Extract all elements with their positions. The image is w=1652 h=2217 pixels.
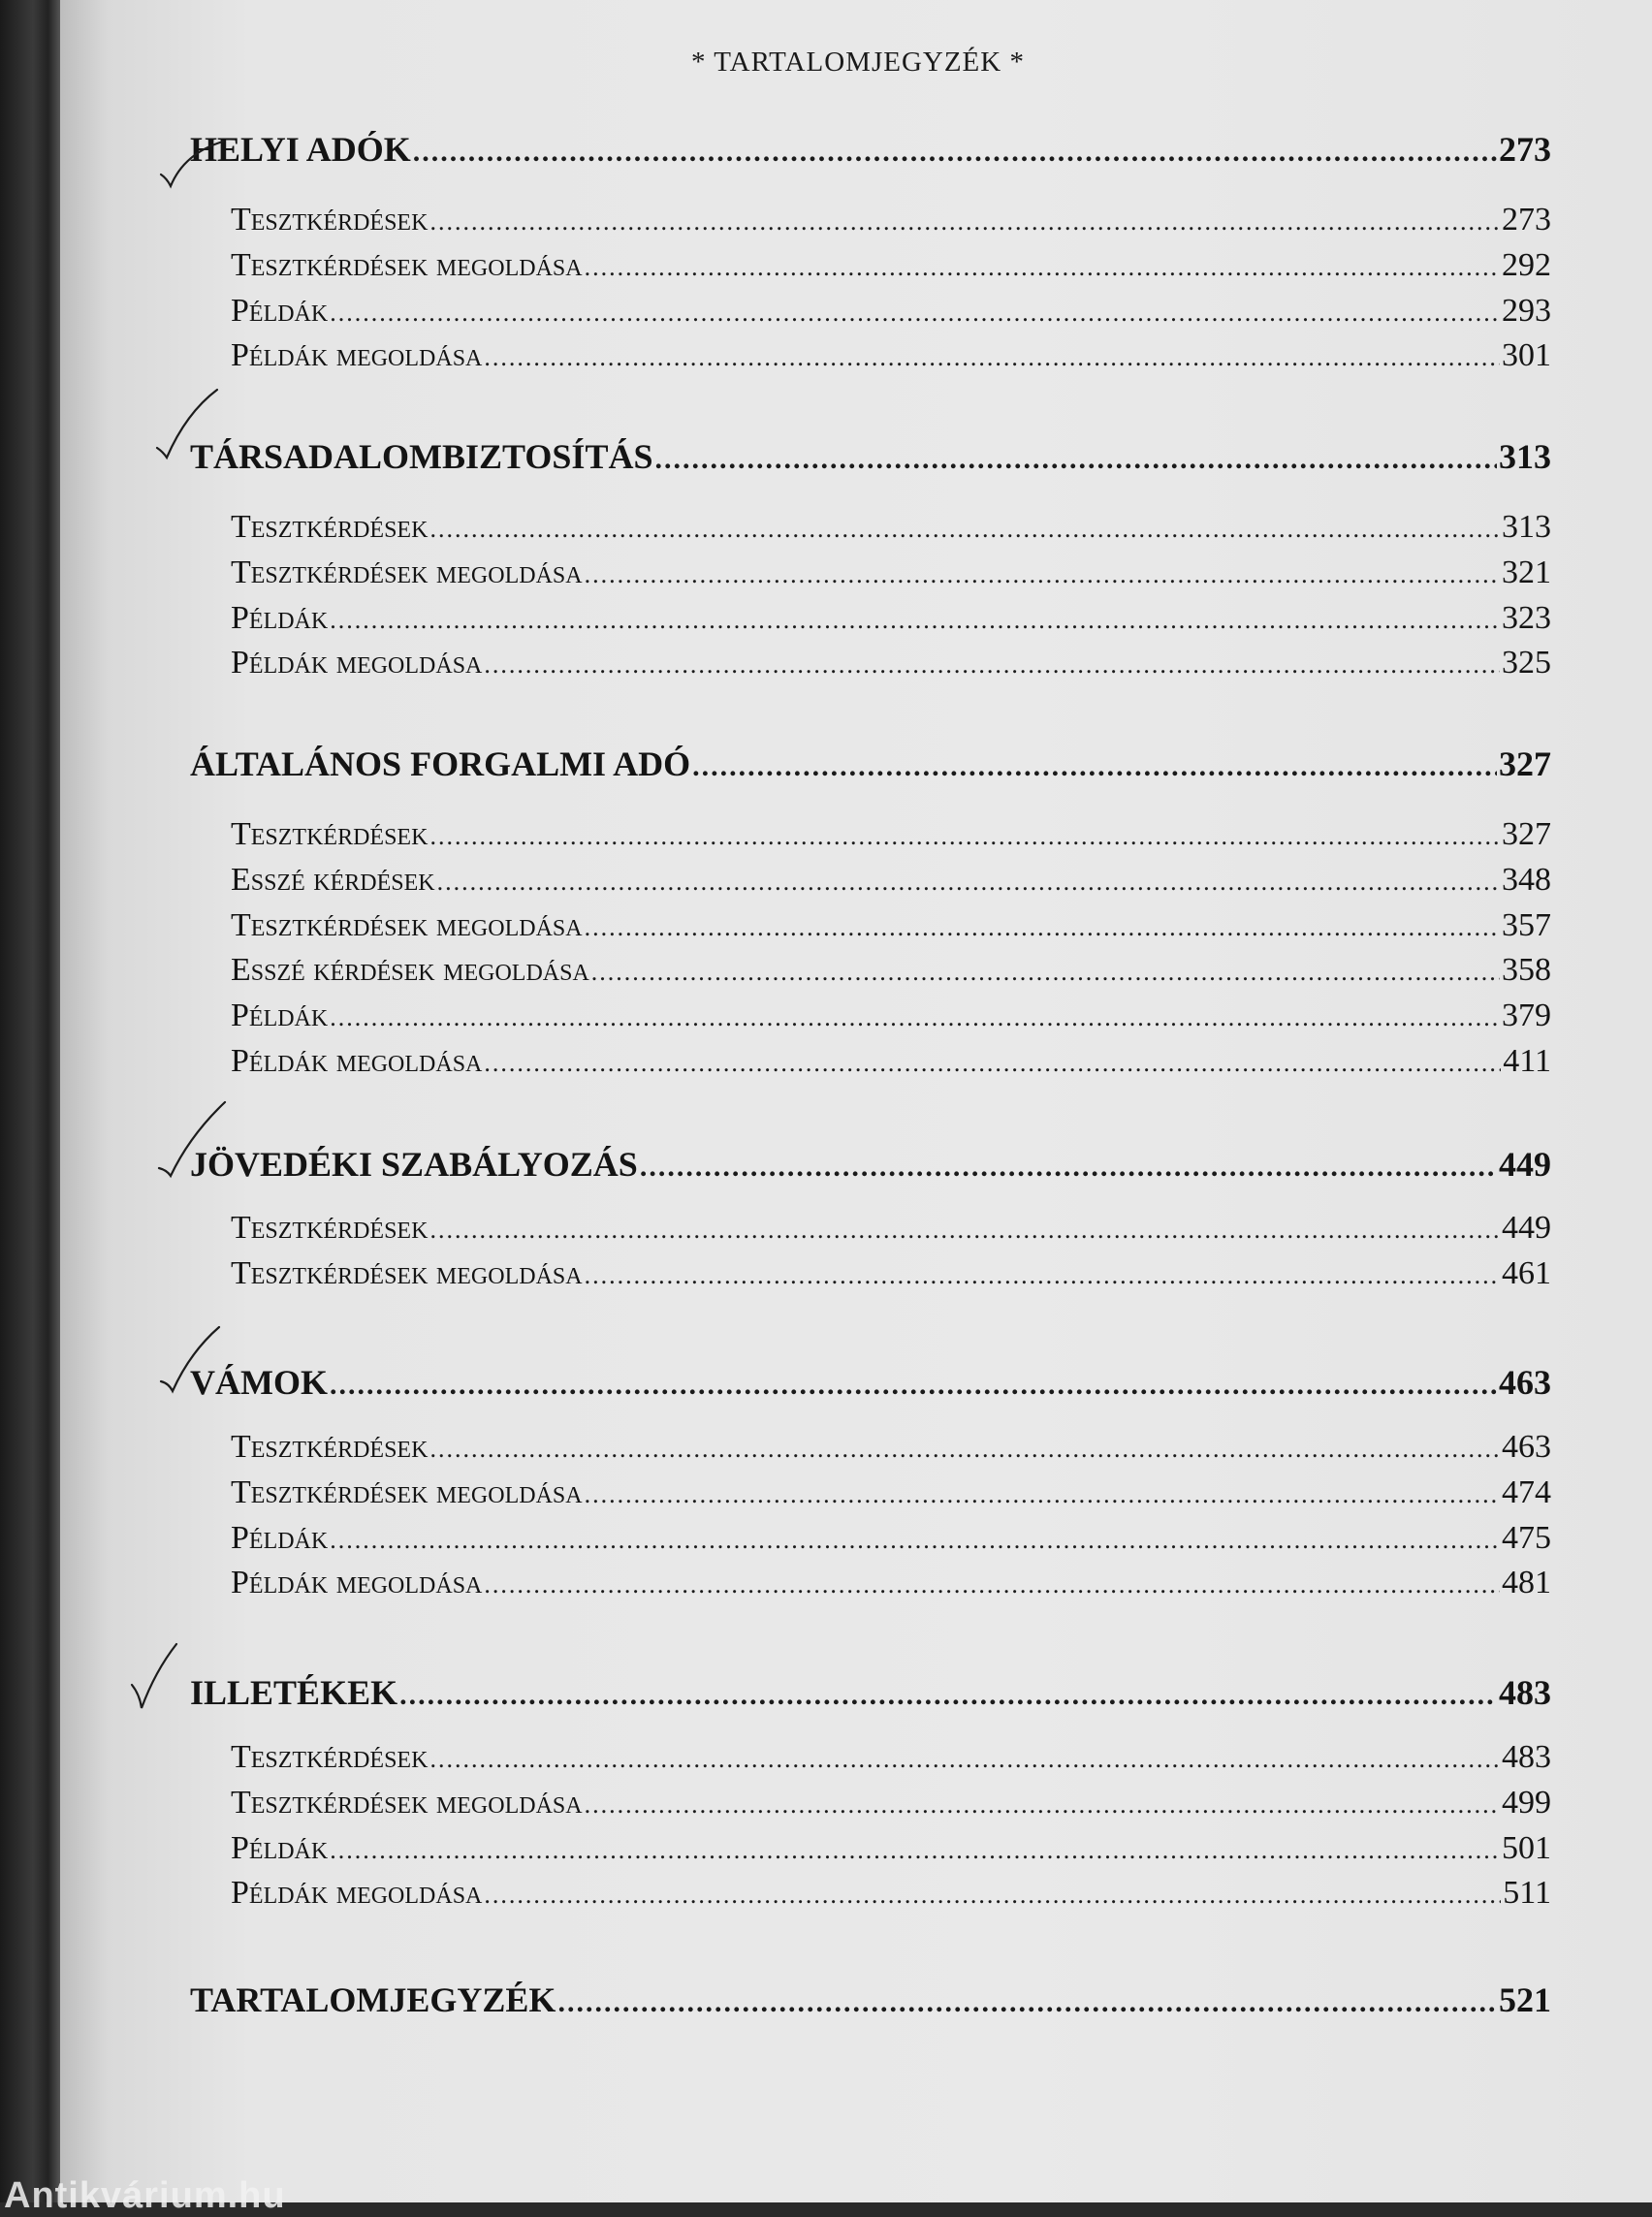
toc-entry-leader-dots xyxy=(429,1435,1500,1464)
toc-section-leader-dots xyxy=(640,1151,1497,1184)
toc-entry-title: Példák megoldása xyxy=(231,645,483,681)
toc-section xyxy=(190,129,1551,170)
toc-section-page-number: 483 xyxy=(1499,1673,1551,1712)
toc-section-title: VÁMOK xyxy=(190,1363,328,1402)
toc-entry-title: Tesztkérdések megoldása xyxy=(231,247,583,283)
toc-entry-leader-dots xyxy=(585,1480,1500,1509)
watermark-text: Antikvárium.hu xyxy=(4,2175,286,2216)
toc-entry-title: Tesztkérdések xyxy=(231,509,429,545)
toc-entry xyxy=(231,907,1551,944)
toc-entry-title: Tesztkérdések xyxy=(231,202,429,238)
toc-section-leader-dots xyxy=(692,750,1497,783)
toc-entry-title: Példák megoldása xyxy=(231,1875,483,1911)
toc-entry-leader-dots xyxy=(591,958,1500,987)
toc-section-leader-dots xyxy=(413,136,1497,169)
toc-entry-title: Tesztkérdések megoldása xyxy=(231,1785,583,1821)
toc-entry-leader-dots xyxy=(585,1790,1500,1820)
toc-entry-page-number: 501 xyxy=(1502,1830,1551,1866)
toc-section-title: JÖVEDÉKI SZABÁLYOZÁS xyxy=(190,1145,638,1184)
toc-entry xyxy=(231,1739,1551,1776)
toc-section xyxy=(190,436,1551,477)
toc-entry-title: Tesztkérdések xyxy=(231,816,429,852)
toc-entry xyxy=(231,862,1551,899)
toc-entry-title: Tesztkérdések megoldása xyxy=(231,1255,583,1291)
toc-section-leader-dots xyxy=(654,443,1497,476)
toc-entry-leader-dots xyxy=(484,1881,1501,1910)
toc-section-leader-dots xyxy=(557,1986,1497,2019)
toc-entry-title: Példák xyxy=(231,293,329,329)
toc-entry-page-number: 273 xyxy=(1502,202,1551,238)
handwritten-checkmark-icon xyxy=(126,1638,204,1716)
toc-entry xyxy=(231,816,1551,853)
running-head: * TARTALOMJEGYZÉK * xyxy=(691,47,1025,78)
toc-entry xyxy=(231,1830,1551,1867)
toc-entry xyxy=(231,1255,1551,1292)
toc-entry xyxy=(231,1043,1551,1080)
toc-entry-title: Tesztkérdések xyxy=(231,1210,429,1246)
toc-entry xyxy=(231,1565,1551,1601)
toc-entry xyxy=(231,337,1551,374)
toc-entry xyxy=(231,1875,1551,1912)
toc-entry-page-number: 325 xyxy=(1502,645,1551,681)
toc-section xyxy=(190,1979,1551,2020)
toc-entry xyxy=(231,247,1551,284)
toc-entry-title: Példák xyxy=(231,1830,329,1866)
toc-entry-page-number: 358 xyxy=(1502,952,1551,988)
toc-entry-page-number: 511 xyxy=(1503,1875,1551,1911)
toc-entry-leader-dots xyxy=(330,606,1500,635)
toc-entry-leader-dots xyxy=(484,343,1500,372)
toc-entry-leader-dots xyxy=(429,1216,1500,1245)
toc-entry-page-number: 313 xyxy=(1502,509,1551,545)
toc-entry-leader-dots xyxy=(429,822,1500,851)
toc-entry-page-number: 449 xyxy=(1502,1210,1551,1246)
toc-entry-leader-dots xyxy=(429,1745,1500,1774)
toc-section xyxy=(190,1144,1551,1185)
toc-entry xyxy=(231,645,1551,681)
toc-entry-leader-dots xyxy=(484,1570,1500,1599)
toc-section-title: TARTALOMJEGYZÉK xyxy=(190,1980,556,2019)
toc-entry xyxy=(231,509,1551,546)
toc-entry xyxy=(231,1520,1551,1557)
toc-section-title: HELYI ADÓK xyxy=(190,130,411,169)
toc-entry xyxy=(231,202,1551,238)
toc-entry-leader-dots xyxy=(585,253,1500,282)
toc-entry-leader-dots xyxy=(585,913,1500,942)
toc-entry-page-number: 475 xyxy=(1502,1520,1551,1556)
toc-entry xyxy=(231,600,1551,637)
toc-entry-page-number: 327 xyxy=(1502,816,1551,852)
toc-entry xyxy=(231,1785,1551,1821)
toc-entry-leader-dots xyxy=(429,207,1500,237)
toc-entry-title: Tesztkérdések megoldása xyxy=(231,1474,583,1510)
toc-entry-leader-dots xyxy=(437,868,1500,897)
toc-entry-leader-dots xyxy=(484,650,1500,680)
toc-entry-leader-dots xyxy=(330,299,1500,328)
toc-entry xyxy=(231,998,1551,1034)
toc-entry-title: Tesztkérdések megoldása xyxy=(231,907,583,943)
toc-entry-title: Esszé kérdések megoldása xyxy=(231,952,589,988)
toc-entry xyxy=(231,1429,1551,1466)
toc-entry xyxy=(231,554,1551,591)
toc-section xyxy=(190,744,1551,784)
toc-entry-title: Esszé kérdések xyxy=(231,862,435,898)
toc-entry-page-number: 293 xyxy=(1502,293,1551,329)
toc-section-title: ÁLTALÁNOS FORGALMI ADÓ xyxy=(190,744,691,783)
toc-entry xyxy=(231,1210,1551,1247)
toc-entry-leader-dots xyxy=(330,1003,1500,1032)
toc-entry-page-number: 379 xyxy=(1502,998,1551,1033)
toc-section-page-number: 273 xyxy=(1499,130,1551,169)
toc-section-page-number: 449 xyxy=(1499,1145,1551,1184)
toc-entry-page-number: 411 xyxy=(1503,1043,1551,1079)
toc-entry-leader-dots xyxy=(330,1836,1500,1865)
toc-section-leader-dots xyxy=(399,1679,1497,1712)
toc-entry-leader-dots xyxy=(330,1526,1500,1555)
toc-entry-title: Tesztkérdések megoldása xyxy=(231,554,583,590)
toc-entry-page-number: 463 xyxy=(1502,1429,1551,1465)
toc-section-page-number: 521 xyxy=(1499,1980,1551,2019)
toc-entry-page-number: 292 xyxy=(1502,247,1551,283)
handwritten-checkmark-icon xyxy=(155,1100,233,1178)
toc-section xyxy=(190,1672,1551,1713)
toc-entry-page-number: 481 xyxy=(1502,1565,1551,1600)
toc-entry-leader-dots xyxy=(585,1261,1500,1290)
toc-entry-title: Példák megoldása xyxy=(231,337,483,373)
toc-entry xyxy=(231,952,1551,989)
toc-entry-title: Tesztkérdések xyxy=(231,1739,429,1775)
toc-section-leader-dots xyxy=(330,1369,1497,1402)
toc-entry xyxy=(231,1474,1551,1511)
toc-entry-title: Példák megoldása xyxy=(231,1043,483,1079)
toc-entry-leader-dots xyxy=(429,515,1500,544)
toc-entry-title: Tesztkérdések xyxy=(231,1429,429,1465)
toc-section-page-number: 463 xyxy=(1499,1363,1551,1402)
toc-entry-leader-dots xyxy=(484,1049,1501,1078)
toc-entry-page-number: 321 xyxy=(1502,554,1551,590)
toc-section-page-number: 327 xyxy=(1499,744,1551,783)
toc-entry-page-number: 499 xyxy=(1502,1785,1551,1821)
toc-entry-page-number: 357 xyxy=(1502,907,1551,943)
handwritten-checkmark-icon xyxy=(153,388,231,465)
toc-entry-page-number: 474 xyxy=(1502,1474,1551,1510)
toc-section-page-number: 313 xyxy=(1499,437,1551,476)
toc-section-title: ILLETÉKEK xyxy=(190,1673,398,1712)
toc-entry-page-number: 323 xyxy=(1502,600,1551,636)
toc-entry-leader-dots xyxy=(585,560,1500,589)
toc-entry xyxy=(231,293,1551,330)
toc-entry-page-number: 461 xyxy=(1502,1255,1551,1291)
handwritten-checkmark-icon xyxy=(155,1323,233,1401)
toc-section-title: TÁRSADALOMBIZTOSÍTÁS xyxy=(190,437,653,476)
toc-entry-title: Példák xyxy=(231,600,329,636)
toc-entry-page-number: 348 xyxy=(1502,862,1551,898)
toc-entry-page-number: 301 xyxy=(1502,337,1551,373)
handwritten-checkmark-icon xyxy=(155,136,233,213)
toc-section xyxy=(190,1362,1551,1403)
toc-entry-title: Példák xyxy=(231,1520,329,1556)
toc-entry-title: Példák xyxy=(231,998,329,1033)
toc-entry-page-number: 483 xyxy=(1502,1739,1551,1775)
toc-entry-title: Példák megoldása xyxy=(231,1565,483,1600)
